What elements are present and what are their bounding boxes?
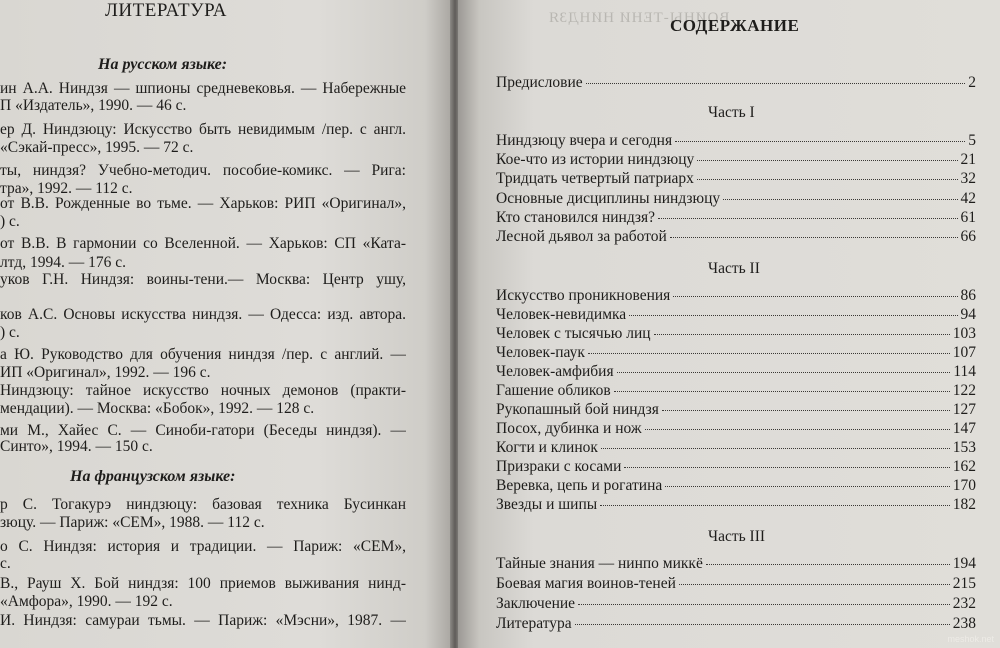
toc-leader-dots <box>586 83 966 84</box>
toc-entry-title: Человек-амфибия <box>496 363 614 380</box>
toc-entry <box>496 496 976 515</box>
toc-entry <box>496 151 976 170</box>
contents-title: СОДЕРЖАНИЕ <box>670 16 800 35</box>
toc-entry <box>496 132 976 151</box>
toc-entry-title: Кое-что из истории ниндзюцу <box>496 151 695 168</box>
reference-line: р С. Тогакурэ ниндзюцу: базовая техника Бусинкан <box>0 496 406 513</box>
toc-entry-title: Боевая магия воинов-теней <box>496 575 676 592</box>
toc-leader-dots <box>675 141 965 142</box>
toc-entry-preface <box>496 74 976 93</box>
toc-entry-title: Тридцать четвертый патриарх <box>496 170 694 187</box>
toc-entry-page: 21 <box>960 151 976 168</box>
toc-entry <box>496 344 976 363</box>
reference-line: мендации). — Москва: «Бобок», 1992. — 128 с. <box>0 400 315 417</box>
reference-line: уков Г.Н. Ниндзя: воины-тени.— Москва: Центр ушу, <box>0 271 406 288</box>
toc-entry-page: 232 <box>952 595 976 612</box>
toc-entry-title: Призраки с косами <box>496 458 622 475</box>
toc-leader-dots <box>706 564 950 565</box>
reference-line: а Ю. Руководство для обучения ниндзя /пер. с англий. — <box>0 346 406 363</box>
toc-leader-dots <box>658 218 957 219</box>
reference-line: ) с. <box>0 324 20 341</box>
toc-entry-page: 5 <box>968 132 976 149</box>
reference-line: ) с. <box>0 213 20 230</box>
reference-line: зюцу. — Париж: «СЕМ», 1988. — 112 с. <box>0 514 265 531</box>
site-watermark: meshok.net <box>947 634 994 644</box>
russian-section-heading: На русском языке: <box>98 56 228 73</box>
toc-entry-title: Ниндзюцу вчера и сегодня <box>496 132 673 149</box>
toc-entry <box>496 325 976 344</box>
toc-leader-dots <box>665 486 949 487</box>
toc-entry <box>496 228 976 247</box>
toc-entry-title: Лесной дьявол за работой <box>496 228 667 245</box>
toc-entry <box>496 595 976 614</box>
toc-entry-title: Человек-невидимка <box>496 306 627 323</box>
toc-entry-page: 182 <box>952 496 976 513</box>
toc-leader-dots <box>578 604 950 605</box>
toc-entry-page: 103 <box>952 325 976 342</box>
toc-leader-dots <box>624 467 949 468</box>
reference-line: тра», 1992. — 112 с. <box>0 180 133 197</box>
toc-entry-title: Когти и клинок <box>496 439 598 456</box>
toc-leader-dots <box>629 315 957 316</box>
toc-entry-title: Искусство проникновения <box>496 287 671 304</box>
toc-leader-dots <box>723 199 957 200</box>
toc-entry-page: 153 <box>952 439 976 456</box>
toc-entry <box>496 363 976 382</box>
toc-entry-page: 2 <box>968 74 976 91</box>
reference-line: от В.В. В гармонии со Вселенной. — Харьков: СП «Ката- <box>0 235 406 252</box>
toc-entry <box>496 401 976 420</box>
toc-entry <box>496 439 976 458</box>
reference-line: ИП «Оригинал», 1992. — 196 с. <box>0 364 211 381</box>
reference-line: ми М., Хайес С. — Синоби-гатори (Беседы ниндзя). — <box>0 422 406 439</box>
reference-line: В., Рауш Х. Бой ниндзя: 100 приемов выживания нинд- <box>0 575 406 592</box>
toc-entry-title: Звезды и шипы <box>496 496 598 513</box>
toc-leader-dots <box>654 334 950 335</box>
toc-entry-title: Основные дисциплины ниндзюцу <box>496 190 721 207</box>
toc-leader-dots <box>600 505 950 506</box>
reference-line: «Сэкай-пресс», 1995. — 72 с. <box>0 139 194 156</box>
toc-leader-dots <box>617 372 951 373</box>
reference-line: И. Ниндзя: самураи тьмы. — Париж: «Мэсни», 1987. — <box>0 612 406 629</box>
toc-entry <box>496 575 976 594</box>
toc-entry <box>496 190 976 209</box>
contents-page <box>458 0 1000 648</box>
toc-leader-dots <box>673 296 957 297</box>
reference-line: ков А.С. Основы искусства ниндзя. — Одесса: изд. автора. <box>0 306 406 323</box>
toc-entry-page: 122 <box>952 382 976 399</box>
toc-entry-title: Человек с тысячью лиц <box>496 325 651 342</box>
reference-line: лтд, 1994. — 176 с. <box>0 254 126 271</box>
toc-entry-page: 86 <box>960 287 976 304</box>
toc-entry <box>496 306 976 325</box>
toc-entry-page: 215 <box>952 575 976 592</box>
toc-leader-dots <box>614 391 950 392</box>
reference-line: «Амфора», 1990. — 192 с. <box>0 593 173 610</box>
reference-line: ин А.А. Ниндзя — шпионы средневековья. — Набережные <box>0 80 406 97</box>
toc-leader-dots <box>662 410 950 411</box>
toc-entry-title: Рукопашный бой ниндзя <box>496 401 659 418</box>
toc-entry-title: Кто становился ниндзя? <box>496 209 656 226</box>
toc-entry-page: 42 <box>960 190 976 207</box>
toc-leader-dots <box>679 584 950 585</box>
reference-line: о С. Ниндзя: история и традиции. — Париж: «СЕМ», <box>0 538 406 555</box>
toc-entry-page: 170 <box>952 477 976 494</box>
toc-entry-page: 32 <box>960 170 976 187</box>
literature-title: ЛИТЕРАТУРА <box>105 0 227 21</box>
toc-entry-title: Посох, дубинка и нож <box>496 420 642 437</box>
toc-entry-page: 107 <box>952 344 976 361</box>
bleed-through-text: ВОИНЫ-ТЕНИ НИНДЗЯ <box>548 10 730 26</box>
toc-entry <box>496 555 976 574</box>
reference-line: П «Издатель», 1990. — 46 с. <box>0 97 187 114</box>
toc-entry-page: 66 <box>960 228 976 245</box>
toc-entry-title: Заключение <box>496 595 576 612</box>
toc-entry-title: Тайные знания — нинпо миккё <box>496 555 703 572</box>
toc-entry <box>496 615 976 634</box>
toc-entry <box>496 458 976 477</box>
toc-entry <box>496 382 976 401</box>
literature-page <box>0 0 452 648</box>
part-heading: Часть I <box>708 104 755 121</box>
toc-leader-dots <box>645 429 950 430</box>
part-heading: Часть III <box>708 528 766 545</box>
part-heading: Часть II <box>708 260 760 277</box>
toc-entry-page: 94 <box>960 306 976 323</box>
toc-entry-page: 127 <box>952 401 976 418</box>
toc-entry-title: Человек-паук <box>496 344 585 361</box>
toc-entry <box>496 287 976 306</box>
reference-line: с. <box>0 555 11 572</box>
toc-entry-page: 194 <box>952 555 976 572</box>
reference-line: Синто», 1994. — 150 с. <box>0 438 153 455</box>
toc-leader-dots <box>601 448 950 449</box>
toc-entry-title: Гашение обликов <box>496 382 611 399</box>
reference-line: от В.В. Рожденные во тьме. — Харьков: РИП «Оригинал», <box>0 195 406 212</box>
toc-leader-dots <box>670 237 958 238</box>
toc-entry <box>496 209 976 228</box>
toc-entry-page: 162 <box>952 458 976 475</box>
reference-line: ты, ниндзя? Учебно-методич. пособие-комикс. — Рига: <box>0 162 406 179</box>
toc-leader-dots <box>697 179 958 180</box>
french-section-heading: На французском языке: <box>70 468 236 485</box>
toc-leader-dots <box>588 353 950 354</box>
reference-line: Ниндзюцу: тайное искусство ночных демонов (практи- <box>0 382 406 399</box>
toc-entry <box>496 170 976 189</box>
toc-entry <box>496 477 976 496</box>
toc-entry-page: 114 <box>953 363 976 380</box>
toc-entry-title: Литература <box>496 615 572 632</box>
toc-entry-title: Предисловие <box>496 74 583 91</box>
toc-leader-dots <box>575 624 950 625</box>
toc-leader-dots <box>697 160 957 161</box>
toc-entry-page: 238 <box>952 615 976 632</box>
toc-entry-page: 61 <box>960 209 976 226</box>
reference-line: ер Д. Ниндзюцу: Искусство быть невидимым /пер. с англ. <box>0 121 406 138</box>
toc-entry <box>496 420 976 439</box>
toc-entry-page: 147 <box>952 420 976 437</box>
toc-entry-title: Веревка, цепь и рогатина <box>496 477 663 494</box>
